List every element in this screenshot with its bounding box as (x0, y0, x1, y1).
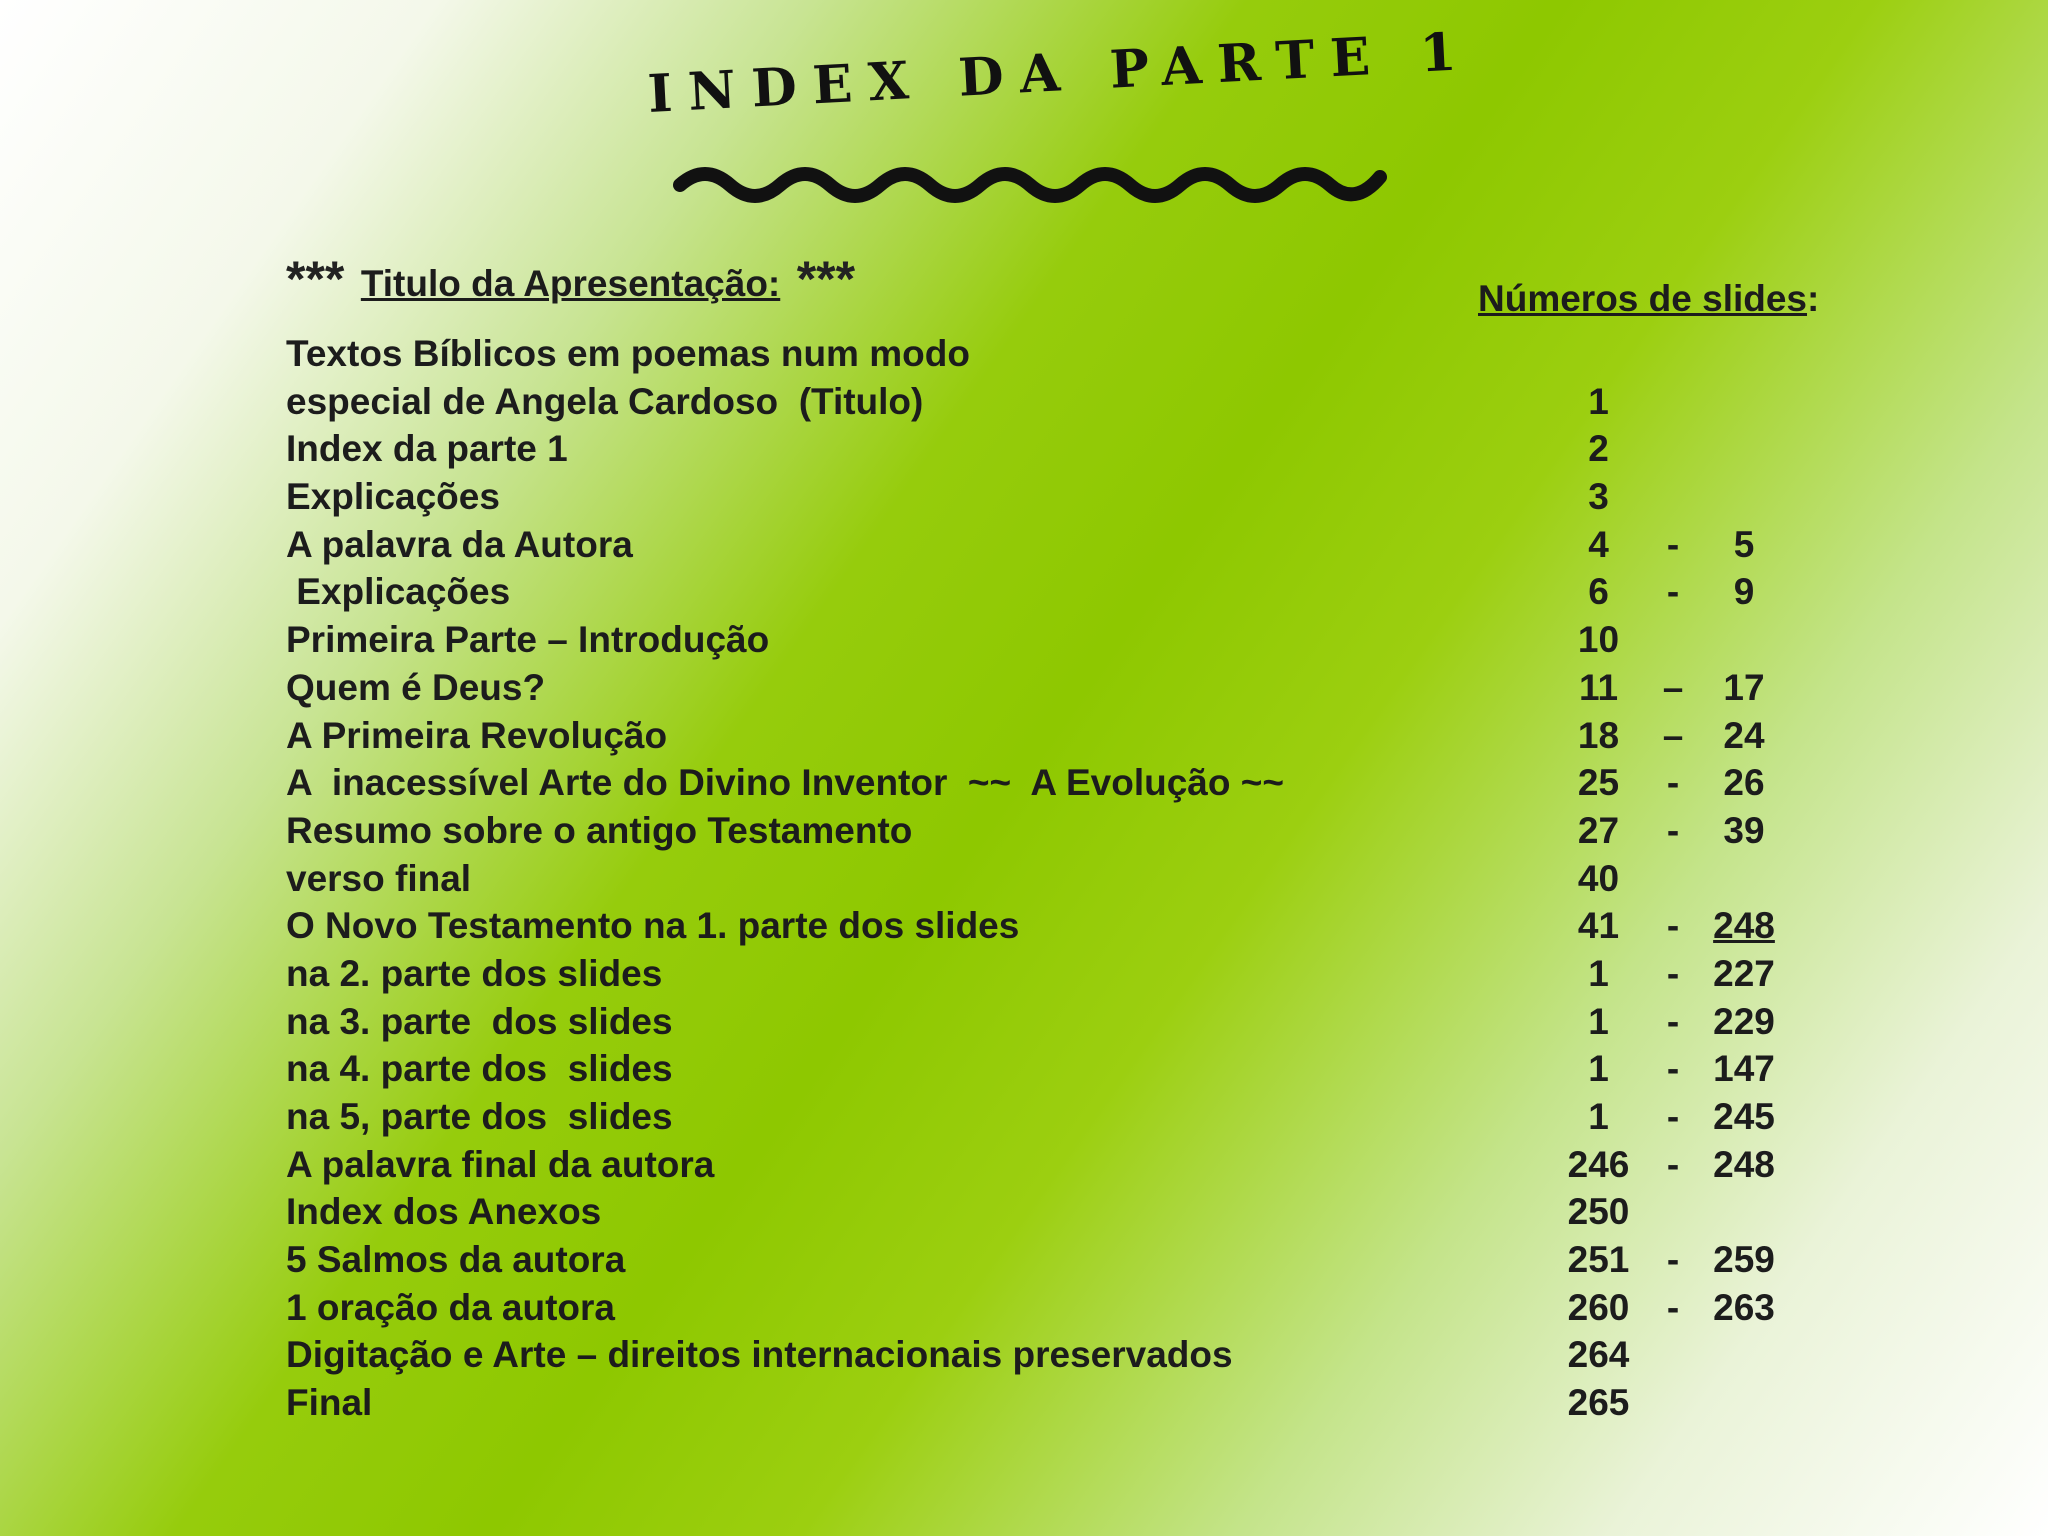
slide-start-number: 246 (1567, 1143, 1630, 1185)
stars-right: *** (796, 251, 856, 307)
entry-label: Explicações (286, 476, 500, 518)
entry-label: A Primeira Revolução (286, 714, 668, 756)
index-entry (286, 521, 1786, 569)
slide-start-number: 1 (1588, 1048, 1609, 1090)
slide-end-number: 227 (1713, 952, 1775, 994)
index-entry (286, 1236, 1786, 1284)
entry-label: na 2. parte dos slides (286, 952, 663, 994)
index-entry (286, 664, 1786, 712)
entry-label: especial de Angela Cardoso (Titulo) (286, 380, 924, 422)
range-separator: - (1666, 1096, 1680, 1137)
range-separator: - (1666, 1000, 1680, 1042)
index-entry (286, 425, 1786, 473)
header-presentation-title (286, 250, 855, 308)
entry-label: na 3. parte dos slides (286, 1000, 673, 1042)
entry-label: A inacessível Arte do Divino Inventor ~~ A Evolução ~~ (286, 762, 1284, 804)
index-list (286, 330, 1786, 1427)
header-label: Titulo da Apresentação: (360, 263, 781, 304)
slide-end-number: 248 (1713, 905, 1775, 947)
index-entry (286, 616, 1786, 664)
index-entry (286, 330, 1786, 378)
slide-start-number: 250 (1567, 1191, 1630, 1233)
slide-start-number: 1 (1588, 1096, 1609, 1137)
slide-start-number: 41 (1577, 905, 1620, 947)
slides-colon: : (1807, 278, 1820, 319)
slide-start-number: 18 (1577, 714, 1620, 756)
slide-start-number: 1 (1588, 952, 1609, 994)
slide-start-number: 40 (1577, 857, 1620, 899)
slide-start-number: 10 (1577, 619, 1620, 661)
entry-label: na 4. parte dos slides (286, 1048, 673, 1090)
entry-label: verso final (286, 857, 472, 899)
index-entry (286, 1379, 1786, 1427)
range-separator: - (1666, 1286, 1680, 1328)
entry-label: A palavra da Autora (286, 523, 633, 565)
range-separator: - (1666, 571, 1680, 613)
index-entry (286, 378, 1786, 426)
wavy-underline-decoration (660, 130, 1420, 230)
index-entry (286, 950, 1786, 998)
slide-end-number: 147 (1713, 1048, 1775, 1090)
range-separator: - (1666, 762, 1680, 804)
range-separator: - (1666, 1239, 1680, 1281)
slide-end-number: 24 (1723, 714, 1765, 756)
index-entry (286, 1331, 1786, 1379)
index-entry (286, 1045, 1786, 1093)
slide-end-number: 9 (1733, 571, 1755, 613)
entry-label: 1 oração da autora (286, 1286, 616, 1328)
slide-start-number: 264 (1567, 1334, 1630, 1376)
index-entry (286, 1141, 1786, 1189)
range-separator: - (1666, 1143, 1680, 1185)
slide-start-number: 25 (1577, 762, 1620, 804)
slide-end-number: 245 (1713, 1096, 1775, 1137)
slide-end-number: 17 (1723, 666, 1765, 708)
slide-end-number: 5 (1733, 523, 1755, 565)
slide-title: INDEX DA PARTE 1 (646, 20, 1474, 125)
slide-end-number: 26 (1723, 762, 1765, 804)
slide-title-block (640, 20, 1474, 190)
index-entry (286, 759, 1786, 807)
index-entry (286, 473, 1786, 521)
slide-start-number: 2 (1588, 428, 1609, 470)
range-separator: - (1666, 905, 1680, 947)
entry-label: O Novo Testamento na 1. parte dos slides (286, 905, 1020, 947)
slide-end-number: 263 (1713, 1286, 1775, 1328)
entry-label: Quem é Deus? (286, 666, 546, 708)
slide-start-number: 27 (1577, 809, 1620, 851)
slide-start-number: 1 (1588, 380, 1609, 422)
slides-label: Números de slides (1478, 278, 1808, 319)
slide-end-number: 259 (1713, 1239, 1775, 1281)
range-separator: - (1666, 809, 1680, 851)
entry-label: Explicações (286, 571, 511, 613)
slide-start-number: 265 (1567, 1382, 1630, 1424)
index-entry (286, 1093, 1786, 1141)
header-slide-numbers (1478, 278, 1819, 320)
entry-label: Textos Bíblicos em poemas num modo (286, 333, 970, 374)
index-entry (286, 998, 1786, 1046)
slide-start-number: 3 (1588, 476, 1609, 518)
range-separator: - (1666, 952, 1680, 994)
range-separator: - (1666, 523, 1680, 565)
range-separator: – (1662, 666, 1684, 708)
slide-end-number: 229 (1713, 1000, 1775, 1042)
index-entry (286, 807, 1786, 855)
entry-label: Resumo sobre o antigo Testamento (286, 809, 913, 851)
index-entry (286, 568, 1786, 616)
slide-start-number: 11 (1578, 666, 1619, 708)
index-entry (286, 712, 1786, 760)
slide-end-number: 248 (1713, 1143, 1775, 1185)
entry-label: Final (286, 1382, 373, 1424)
entry-label: Primeira Parte – Introdução (286, 619, 770, 661)
index-entry (286, 902, 1786, 950)
slide-start-number: 4 (1588, 523, 1609, 565)
slide-end-number: 39 (1723, 809, 1765, 851)
entry-label: Index da parte 1 (286, 428, 568, 470)
slide-start-number: 6 (1588, 571, 1609, 613)
slide-start-number: 260 (1567, 1286, 1630, 1328)
slide-start-number: 251 (1567, 1239, 1630, 1281)
index-entry (286, 1284, 1786, 1332)
entry-label: na 5, parte dos slides (286, 1096, 673, 1137)
index-entry (286, 1188, 1786, 1236)
stars-left: *** (286, 251, 345, 307)
entry-label: Index dos Anexos (286, 1191, 602, 1233)
range-separator: - (1666, 1048, 1680, 1090)
range-separator: – (1662, 714, 1684, 756)
entry-label: A palavra final da autora (286, 1143, 715, 1185)
index-entry (286, 855, 1786, 903)
entry-label: Digitação e Arte – direitos internacionais preservados (286, 1334, 1233, 1376)
entry-label: 5 Salmos da autora (286, 1239, 626, 1281)
slide-start-number: 1 (1588, 1000, 1609, 1042)
